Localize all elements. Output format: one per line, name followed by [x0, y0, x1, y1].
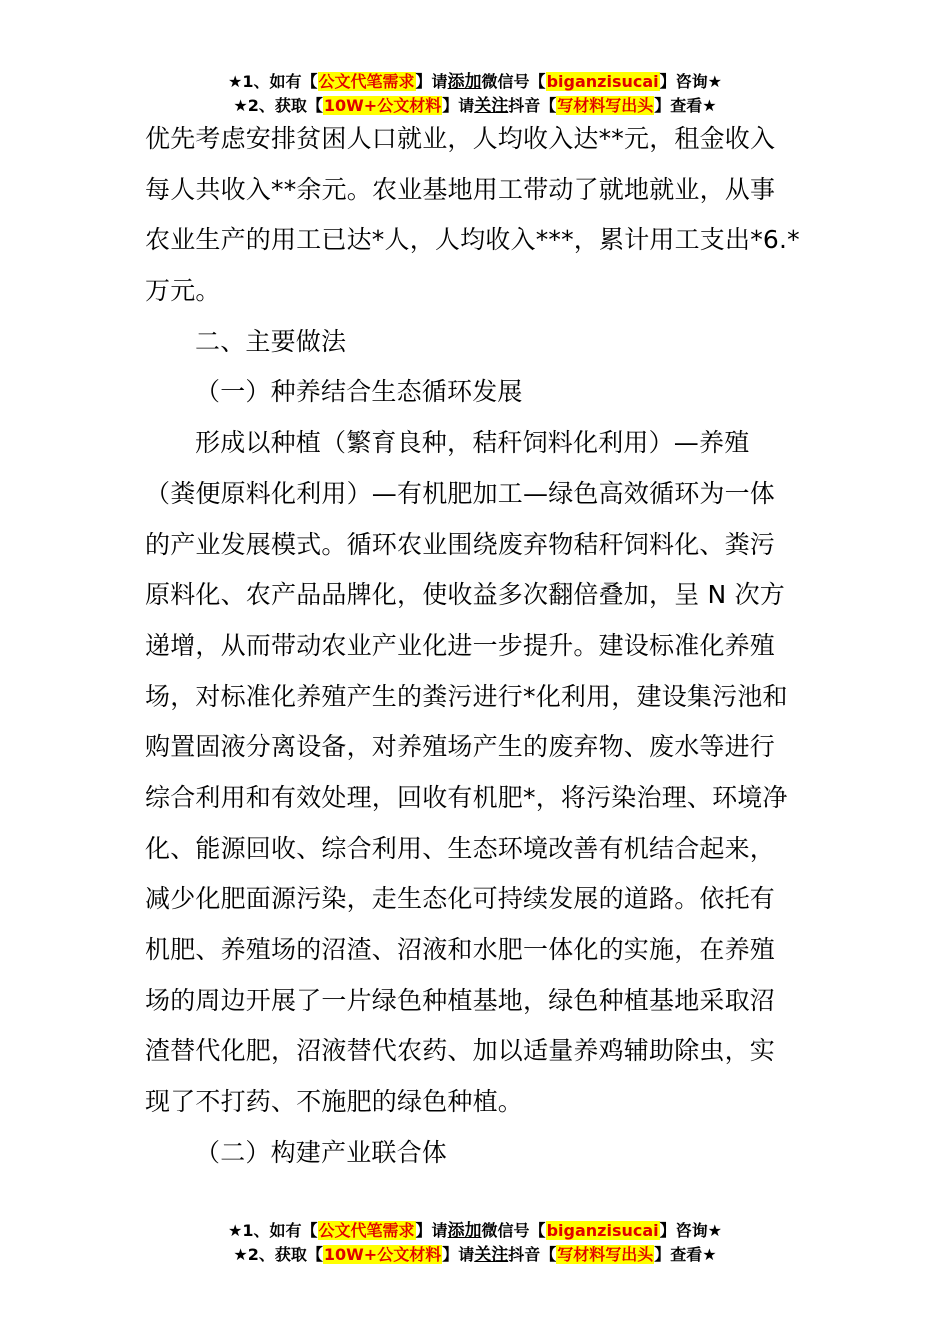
- banner-text: 【: [306, 1245, 323, 1264]
- banner-text: 】咨询★: [659, 1221, 722, 1240]
- banner-text: 微信号: [481, 1221, 530, 1240]
- header-banner: [0, 70, 950, 118]
- banner-text: 微信号: [481, 72, 530, 91]
- banner-emphasis: 添加: [447, 72, 482, 92]
- highlight-wechat-id: biganzisucai: [546, 72, 659, 91]
- paragraph-line: 渣替代化肥，沼液替代农药、加以适量养鸡辅助除虫，实: [145, 1036, 776, 1066]
- document-body: [145, 114, 825, 1178]
- banner-text: ★2、获取: [233, 96, 307, 115]
- banner-text: 抖音: [508, 1245, 541, 1264]
- paragraph-line: 场，对标准化养殖产生的粪污进行*化利用，建设集污池和: [145, 681, 788, 711]
- subsection-heading: （一）种养结合生态循环发展: [195, 377, 523, 407]
- banner-text: 】查看★: [654, 1245, 717, 1264]
- section-heading: 二、主要做法: [195, 326, 347, 356]
- paragraph-line: 优先考虑安排贫困人口就业，人均收入达**元，租金收入: [145, 124, 776, 153]
- banner-text: 【: [301, 1221, 318, 1240]
- banner-line-1: [0, 70, 950, 94]
- banner-text: 【: [306, 96, 323, 115]
- paragraph-line: 万元。: [145, 276, 221, 306]
- banner-text: 】请: [415, 72, 448, 91]
- banner-emphasis: 添加: [447, 1221, 482, 1241]
- footer-banner: [0, 1219, 950, 1267]
- paragraph-line: 减少化肥面源污染，走生态化可持续发展的道路。依托有: [145, 884, 776, 914]
- highlight-service: 公文代笔需求: [318, 72, 415, 91]
- banner-text: ★2、获取: [233, 1245, 307, 1264]
- paragraph-line: 农业生产的用工已达*人，人均收入***，累计用工支出*6.*: [145, 225, 800, 255]
- banner-text: 】咨询★: [659, 72, 722, 91]
- paragraph-line: 递增，从而带动农业产业化进一步提升。建设标准化养殖: [145, 630, 776, 660]
- paragraph-line: 购置固液分离设备，对养殖场产生的废弃物、废水等进行: [145, 732, 776, 762]
- banner-emphasis: 关注: [474, 96, 509, 116]
- paragraph-line: 化、能源回收、综合利用、生态环境改善有机结合起来，: [145, 833, 776, 863]
- banner-text: 】请: [442, 96, 475, 115]
- banner-text: ★1、如有: [228, 1221, 302, 1240]
- paragraph-line: 综合利用和有效处理，回收有机肥*，将污染治理、环境净: [145, 782, 788, 812]
- banner-text: 】查看★: [654, 96, 717, 115]
- highlight-service: 公文代笔需求: [318, 1221, 415, 1240]
- banner-text: 】请: [442, 1245, 475, 1264]
- banner-text: 【: [301, 72, 318, 91]
- paragraph-line: 机肥、养殖场的沼渣、沼液和水肥一体化的实施，在养殖: [145, 935, 776, 964]
- paragraph-line: （粪便原料化利用）—有机肥加工—绿色高效循环为一体: [145, 478, 776, 508]
- highlight-douyin-account: 写材料写出头: [557, 1245, 654, 1264]
- highlight-douyin-account: 写材料写出头: [557, 96, 654, 115]
- paragraph-line: 每人共收入**余元。农业基地用工带动了就地就业，从事: [145, 174, 776, 204]
- paragraph-line: 形成以种植（繁育良种，秸秆饲料化利用）—养殖: [195, 428, 750, 458]
- paragraph-line: 的产业发展模式。循环农业围绕废弃物秸秆饲料化、粪污: [145, 529, 776, 559]
- highlight-materials: 10W+公文材料: [323, 96, 442, 115]
- highlight-wechat-id: biganzisucai: [546, 1221, 659, 1240]
- paragraph-line: 场的周边开展了一片绿色种植基地，绿色种植基地采取沼: [145, 985, 776, 1015]
- banner-line-1: [0, 1219, 950, 1243]
- banner-emphasis: 关注: [474, 1245, 509, 1265]
- banner-text: 【: [529, 1221, 546, 1240]
- paragraph-line: 现了不打药、不施肥的绿色种植。: [145, 1087, 524, 1117]
- paragraph-line: 原料化、农产品品牌化，使收益多次翻倍叠加，呈 N 次方: [145, 580, 785, 610]
- banner-text: 【: [540, 1245, 557, 1264]
- banner-text: 【: [540, 96, 557, 115]
- banner-text: ★1、如有: [228, 72, 302, 91]
- banner-text: 【: [529, 72, 546, 91]
- subsection-heading: （二）构建产业联合体: [195, 1137, 448, 1167]
- banner-line-2: [0, 1243, 950, 1267]
- banner-text: 】请: [415, 1221, 448, 1240]
- banner-text: 抖音: [508, 96, 541, 115]
- highlight-materials: 10W+公文材料: [323, 1245, 442, 1264]
